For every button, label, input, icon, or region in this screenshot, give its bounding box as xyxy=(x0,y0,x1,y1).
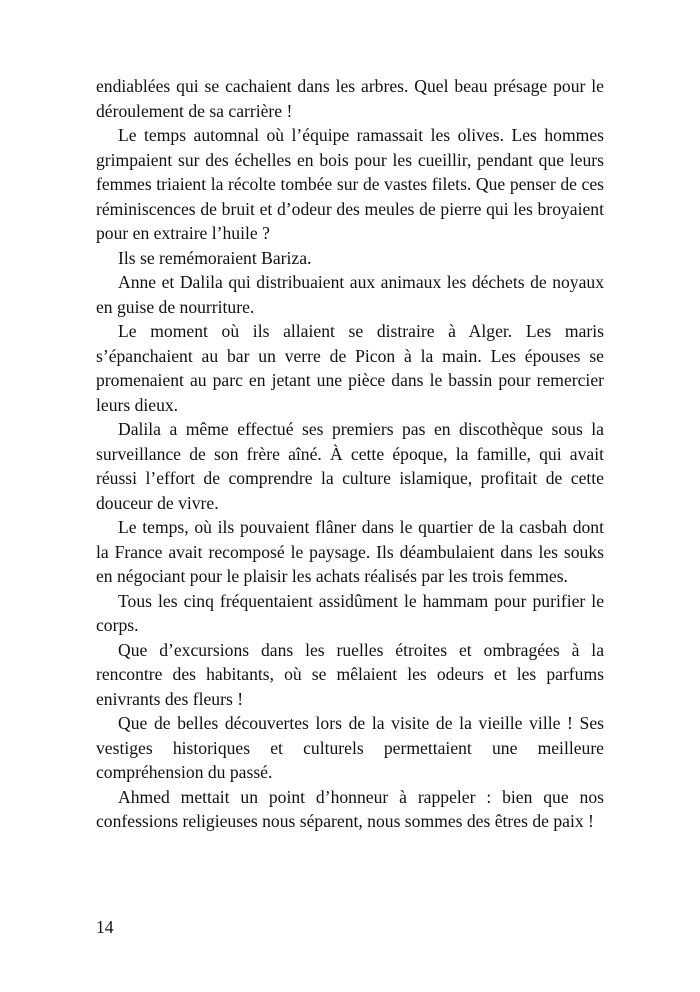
paragraph-vieille-ville: Que de belles découvertes lors de la visite de la vieille ville ! Ses vestiges historiques et culturels permettaient une meilleure compréhension du passé. xyxy=(96,713,604,782)
page-number: 14 xyxy=(96,917,114,937)
paragraph-continuation: endiablées qui se cachaient dans les arbres. Quel beau présage pour le déroulement de sa carrière ! xyxy=(96,76,604,121)
paragraph-bariza: Ils se remémoraient Bariza. xyxy=(118,247,312,268)
paragraph-alger: Le moment où ils allaient se distraire à Alger. Les maris s’épanchaient au bar un verre de Picon à la main. Les épouses se promenaient au parc en jetant une pièce dans le bassin pour remercier leurs dieux. xyxy=(96,321,604,415)
paragraph-casbah: Le temps, où ils pouvaient flâner dans le quartier de la casbah dont la France avait recomposé le paysage. Ils déambulaient dans les souks en négociant pour le plaisir les achats réalisés par les trois femmes. xyxy=(96,517,604,586)
paragraph-excursions: Que d’excursions dans les ruelles étroites et ombragées à la rencontre des habitants, où se mêlaient les odeurs et les parfums enivrants des fleurs ! xyxy=(96,639,604,709)
paragraph-anne-dalila: Anne et Dalila qui distribuaient aux animaux les déchets de noyaux en guise de nourriture. xyxy=(96,272,604,317)
body-text xyxy=(96,74,604,834)
paragraph-ahmed: Ahmed mettait un point d’honneur à rappeler : bien que nos confessions religieuses nous séparent, nous sommes des êtres de paix ! xyxy=(96,786,604,831)
paragraph-olive-harvest: Le temps automnal où l’équipe ramassait les olives. Les hommes grimpaient sur des échelles en bois pour les cueillir, pendant que leurs femmes triaient la récolte tombée sur de vastes filets. Que penser de ces réminiscences de bruit et d’odeur des meules de pierre qui les broyaient pour en extraire l’huile ? xyxy=(96,125,604,243)
paragraph-hammam: Tous les cinq fréquentaient assidûment le hammam pour purifier le corps. xyxy=(96,590,604,635)
paragraph-discotheque: Dalila a même effectué ses premiers pas en discothèque sous la surveillance de son frère aîné. À cette époque, la famille, qui avait réussi l’effort de comprendre la culture islamique, profitait de cette douceur de vivre. xyxy=(96,419,604,513)
